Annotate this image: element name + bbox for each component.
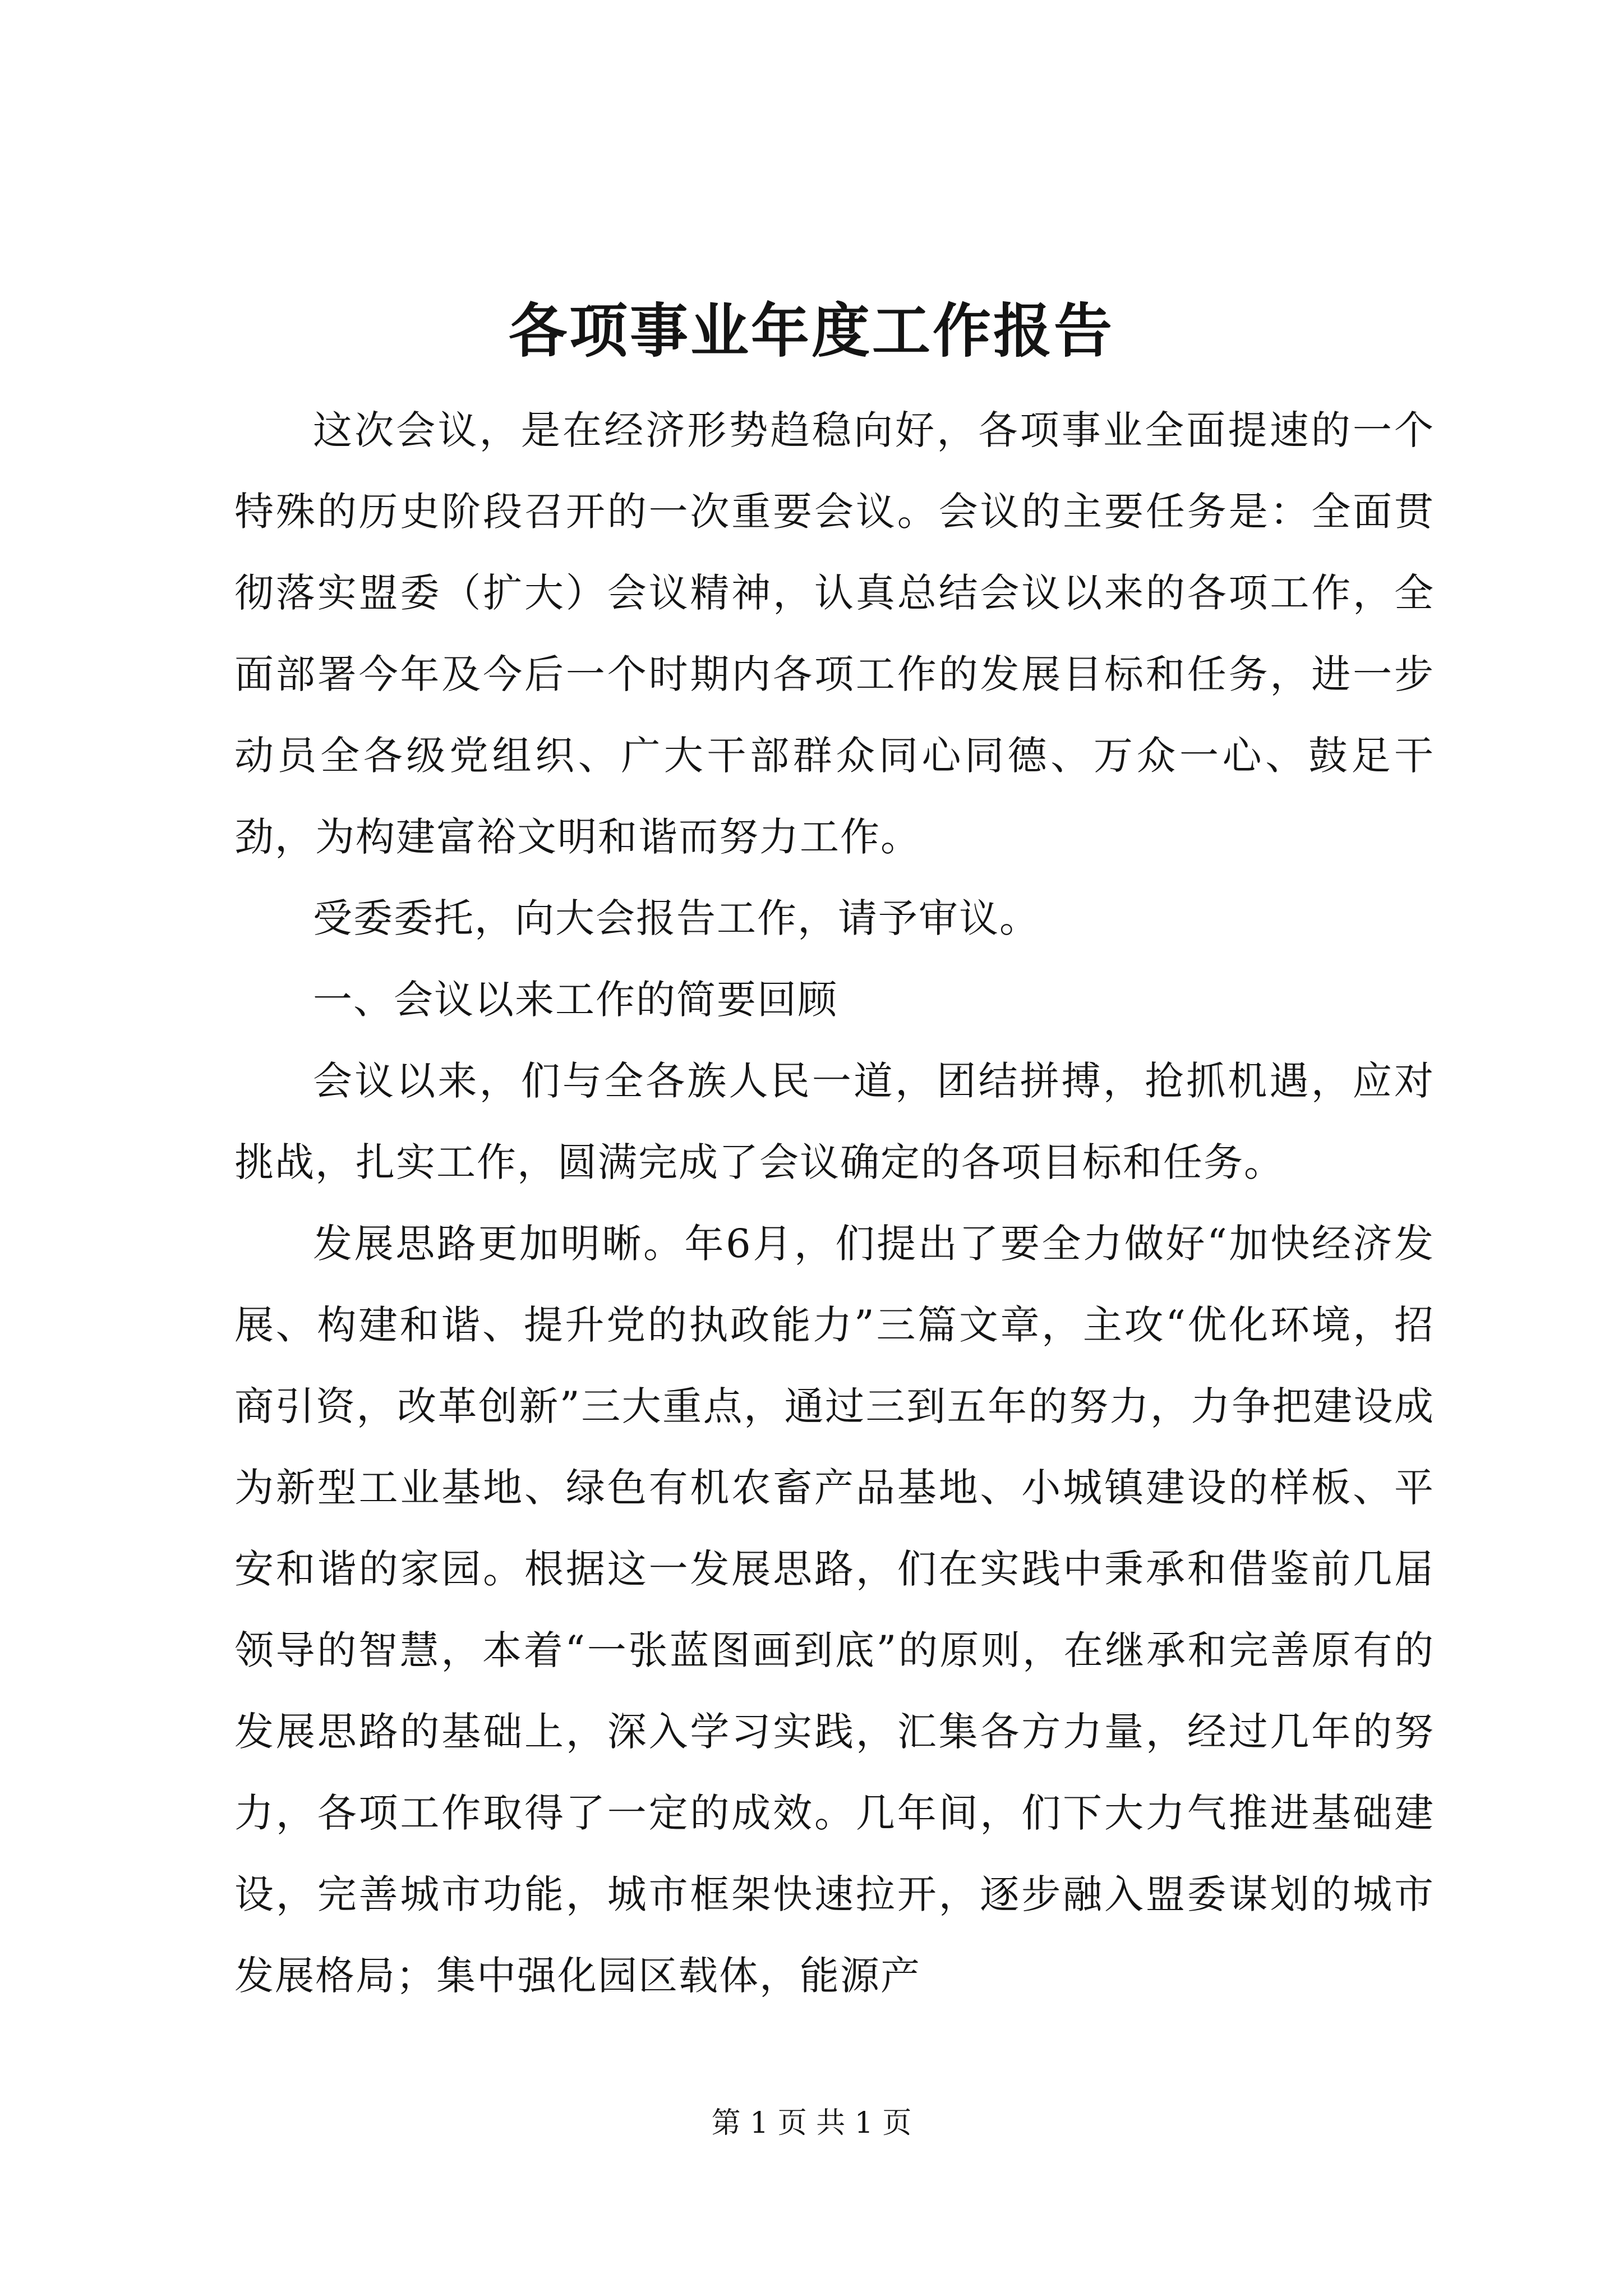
- document-body: [234, 390, 1435, 2017]
- page-number-footer: 第 1 页 共 1 页: [711, 2106, 912, 2140]
- section-heading-review: 一、会议以来工作的简要回顾: [313, 977, 838, 1023]
- paragraph-request-review: 受委委托，向大会报告工作，请予审议。: [313, 895, 1040, 941]
- paragraph-intro: 这次会议，是在经济形势趋稳向好，各项事业全面提速的一个特殊的历史阶段召开的一次重要会议。会议的主要任务是：全面贯彻落实盟委（扩大）会议精神，认真总结会议以来的各项工作，全面部署今年及今后一个时期内各项工作的发展目标和任务，进一步动员全各级党组织、广大干部群众同心同德、万众一心、鼓足干劲，为构建富裕文明和谐而努力工作。: [234, 407, 1435, 860]
- document-title: 各项事业年度工作报告: [508, 296, 1114, 365]
- paragraph-achievements: 会议以来，们与全各族人民一道，团结拼搏，抢抓机遇，应对挑战，扎实工作，圆满完成了会议确定的各项目标和任务。: [234, 1058, 1435, 1185]
- paragraph-development-ideas: 发展思路更加明晰。年6月，们提出了要全力做好“加快经济发展、构建和谐、提升党的执政能力”三篇文章，主攻“优化环境，招商引资，改革创新”三大重点，通过三到五年的努力，力争把建设成为新型工业基地、绿色有机农畜产品基地、小城镇建设的样板、平安和谐的家园。根据这一发展思路，们在实践中秉承和借鉴前几届领导的智慧，本着“一张蓝图画到底”的原则，在继承和完善原有的发展思路的基础上，深入学习实践，汇集各方力量，经过几年的努力，各项工作取得了一定的成效。几年间，们下大力气推进基础建设，完善城市功能，城市框架快速拉开，逐步融入盟委谋划的城市发展格局；集中强化园区载体，能源产: [234, 1221, 1435, 1999]
